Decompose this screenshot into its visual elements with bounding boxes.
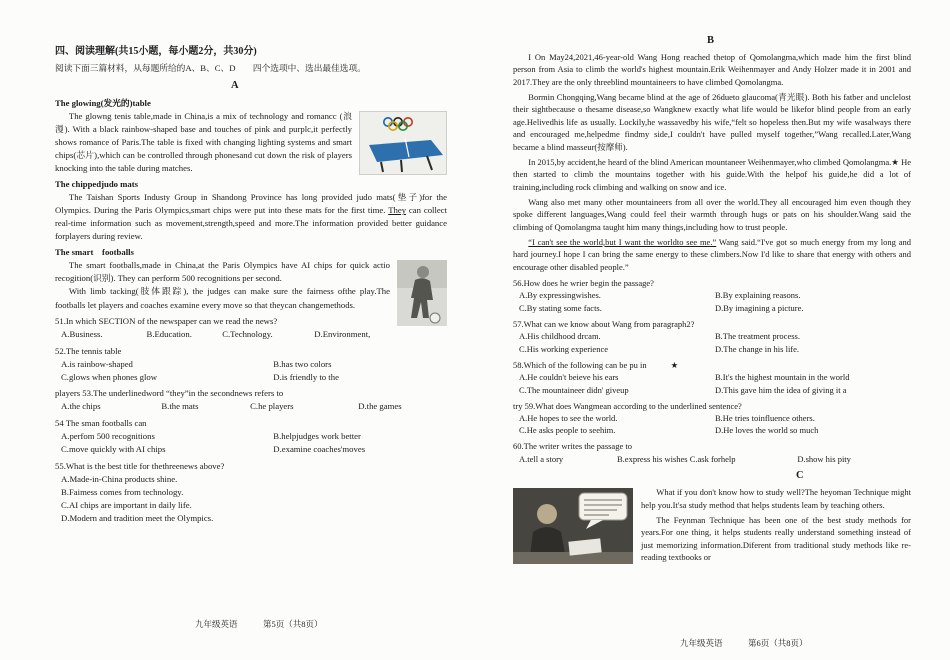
article-judo-mats	[55, 178, 447, 243]
passage-b-paragraph: In 2015,by accident,he heard of the blind American mountaneer Weihenmayer,who climbed Qomolangma.★ He then started to climb the mountains together with his guide.With the helpof his guide,he did a lot of training,including rock climbing and walking on snow and ice.	[513, 156, 911, 192]
option-a: A.perfom 500 recognitions	[61, 430, 155, 441]
article-title: The chippedjudo mats	[55, 179, 139, 190]
passage-b-label: B	[707, 35, 715, 46]
section-heading: 四、阅读理解(共15小题，每小题2分，共30分)	[55, 46, 257, 57]
question-options	[513, 371, 911, 396]
article-text: The Taishan Sports Industy Group in Shandong Province has long provided judo mats(垫子)for the Olympics. During the Paris Olympics,smart chips were put into these mats for the first time.	[55, 192, 447, 216]
passage-a-label: A	[231, 80, 239, 92]
option-c: C.Technology.	[222, 329, 273, 340]
quote-rest: Wang said.“I've got so much energy from my long and hard journey.I hope I can bring the same energy to these climbers.Now I'd like to share that energy with others and encourage other disabled people.”	[513, 236, 911, 272]
article-body	[55, 259, 447, 311]
question-text-main: 58.Which of the following can be pu in	[513, 359, 647, 370]
article-text: With limb tacking(肢体跟踪), the judges can make sure the fairness ofthe play.The footballs let players and coaches examine every move so that theycan changemethods.	[55, 286, 390, 310]
option-a: A.By expressingwishes.	[519, 290, 601, 301]
passage-c-paragraph: What if you don't know how to study well?The heyoman Technique might help you.It'sa study method that helps students leam by teaching others.	[641, 487, 911, 510]
question-text: try 59.What does Wangmean according to the underlined sentence?	[513, 400, 742, 411]
question-options	[55, 328, 390, 341]
question-54	[55, 417, 447, 456]
option-b: B.the mats	[161, 401, 199, 412]
question-text: 55.What is the best title for thethreenews above?	[55, 460, 225, 471]
option-d: D.By imagining a picture.	[715, 302, 804, 313]
option-c: C.AI chips are important in daily life.	[61, 499, 192, 510]
option-b-c: B.express his wishes C.ask forhelp	[617, 453, 736, 464]
option-b: B.has two colors	[273, 358, 332, 369]
question-options	[513, 453, 911, 465]
option-b: B.helpjudges work better	[273, 430, 361, 441]
option-d: D.Modern and tradition meet the Olympics.	[61, 512, 214, 523]
article-text: The glowng tenis table,made in China,is a mix of technology and romancc (浪漫). With a black rainbow-shaped base and touches of pink and purplc,it perfectly shows romance of Paris.The table is fixed with changing lighting systems and smart chips(芯片),which can be controlled through phonesand cut down the risk of players knocking into the table during matches.	[55, 110, 352, 174]
question-56	[513, 277, 911, 314]
question-options	[513, 289, 911, 314]
article-body	[55, 191, 447, 243]
option-d: D.The change in his life.	[715, 343, 800, 354]
question-60	[513, 440, 911, 465]
question-57	[513, 318, 911, 355]
option-a: A.He hopes to see the world.	[519, 413, 618, 423]
option-b: B.By explaining reasons.	[715, 290, 801, 301]
option-c: C.The mountaineer didn' giveup	[519, 384, 629, 395]
page-6-footer: 九年级英语 第6页（共8页）	[680, 638, 808, 648]
option-d: D.is friendly to the	[273, 371, 339, 382]
passage-c-paragraph: The Feynman Technique has been one of the best study methods for years.For one thing, it helps students really understand something instead of just memorizing information.Diferent from traditional study methods like re-reading textbooks or	[641, 514, 911, 563]
question-text: 51.In which SECTION of the newspaper can we read the news?	[55, 316, 278, 327]
article-glowing-table	[55, 97, 447, 175]
question-text: 56.How does he wrier begin the passage?	[513, 277, 654, 288]
passage-b-quote-paragraph	[513, 236, 911, 273]
question-options	[513, 412, 911, 437]
question-options	[55, 400, 447, 413]
option-b: B.Education.	[146, 329, 192, 340]
question-55	[55, 460, 447, 525]
option-c: C.glows when phones glow	[61, 371, 158, 382]
option-d: D.examine coaches'moves	[273, 443, 366, 454]
passage-c-label: C	[796, 470, 804, 482]
option-b: B.He tries toinfluence others.	[715, 413, 815, 423]
underlined-sentence: “I can't see the world,but I want the worldto see me.”	[528, 236, 717, 247]
table-tennis-image	[359, 111, 447, 175]
option-d: D.the games	[358, 401, 402, 412]
article-text: The smart footballs,made in China,at the Paris Olympics have AI chips for quick actio recogition(识别). They can perform 500 recognitions per second.	[55, 260, 390, 284]
option-a: A.tell a story	[519, 453, 564, 464]
question-52	[55, 345, 447, 384]
option-a: A.His childhood drcam.	[519, 331, 601, 342]
question-text: players 53.The underlinedword “they”in the secondnews refers to	[55, 388, 284, 399]
option-a: A.the chips	[61, 401, 101, 412]
page-6	[513, 30, 911, 566]
option-d: D.He loves the world so much	[715, 425, 819, 436]
option-c: C.move quickly with AI chips	[61, 443, 166, 454]
question-58	[513, 359, 911, 396]
option-c: C.His working experience	[519, 343, 608, 354]
passage-b-paragraph: Bormin Chongqing,Wang became blind at the age of 26dueto glaucoma(青光眼). Both his fatber and unclelost their sightbecause o thesame disease,so Wangknew exactly what life would be likefor blind people from an early age.Helivedhis life as usually. Lockily,he wassavedby his wife,“felt so hopeless then.But my wife wasalways there and encouraged me,helpedme findmy side,I couldn't have pulled myself together,”Wang recalled.Later,Wang became a blind masseur(按摩师).	[513, 91, 911, 152]
article-title: The glowing(发光的)table	[55, 97, 151, 108]
option-b: B.The treatment process.	[715, 331, 800, 342]
option-b: B.Faimess comes from technology.	[61, 486, 184, 497]
passage-c	[513, 486, 911, 563]
question-text: 57.What can we know about Wang from paragraph2?	[513, 318, 695, 329]
passage-b-paragraph: Wang also met many other mountaineers from all over the world.They all encouraged him even though they spoke different languages,Wang could feel their warmth through hugs or pats on his shoulder.Wang said the climbing of Qomolangma taught him many things,including how to trust people.	[513, 196, 911, 232]
option-d: D.show his pity	[797, 453, 851, 464]
question-53	[55, 387, 447, 413]
page-5	[55, 44, 447, 525]
question-options	[55, 473, 447, 525]
option-c: C.He asks people to seehim.	[519, 425, 616, 436]
star-symbol: ★	[670, 359, 679, 370]
underlined-word: They	[388, 205, 407, 216]
instructions: 阅读下面三篇材料，从每题所给的A、B、C、D 四个选项中、选出最佳选项。	[55, 63, 366, 73]
article-body	[55, 110, 447, 175]
question-text	[513, 359, 911, 371]
question-text: 60.The writer writes the passage to	[513, 441, 632, 452]
question-options	[55, 430, 447, 456]
question-text: 54 The sman footballs can	[55, 417, 147, 428]
football-player-image	[397, 260, 447, 326]
question-options	[55, 358, 447, 384]
option-d: D.This gave him the idea of giving it a	[715, 384, 847, 395]
option-c: C.he players	[250, 401, 294, 412]
article-text: can collect real-time information such as movement,strength,speed and more.The information provided better guidance forplayers during review.	[55, 205, 447, 242]
article-title: The smart footballs	[55, 247, 134, 258]
question-options	[513, 330, 911, 355]
option-a: A.He couldn't beieve his ears	[519, 372, 619, 383]
passage-b-paragraph: I On May24,2021,46-year-old Wang Hong reached thetop of Qomolangma,which made him the first blind person from Asia to climb the world's highest mountain.Erik Weihenmayer and Andy Holzer made it in 2001 and 2017.They are the only threeblind mountaineers to have climbed Qomolangma.	[513, 51, 911, 87]
article-smart-footballs	[55, 246, 447, 311]
question-51	[55, 315, 447, 341]
question-text: 52.The tennis table	[55, 345, 122, 356]
option-a: A.is rainbow-shaped	[61, 358, 133, 369]
page-5-footer: 九年级英语 第5页（共8页）	[195, 619, 323, 629]
question-59	[513, 400, 911, 437]
option-b: B.It's the highest mountain in the world	[715, 372, 850, 383]
feynman-teaching-photo	[513, 488, 633, 564]
option-c: C.By stating some facts.	[519, 302, 602, 313]
option-a: A.Made-in-China products shine.	[61, 473, 178, 484]
option-d: D.Environment,	[314, 329, 371, 340]
option-a: A.Business.	[61, 329, 103, 340]
